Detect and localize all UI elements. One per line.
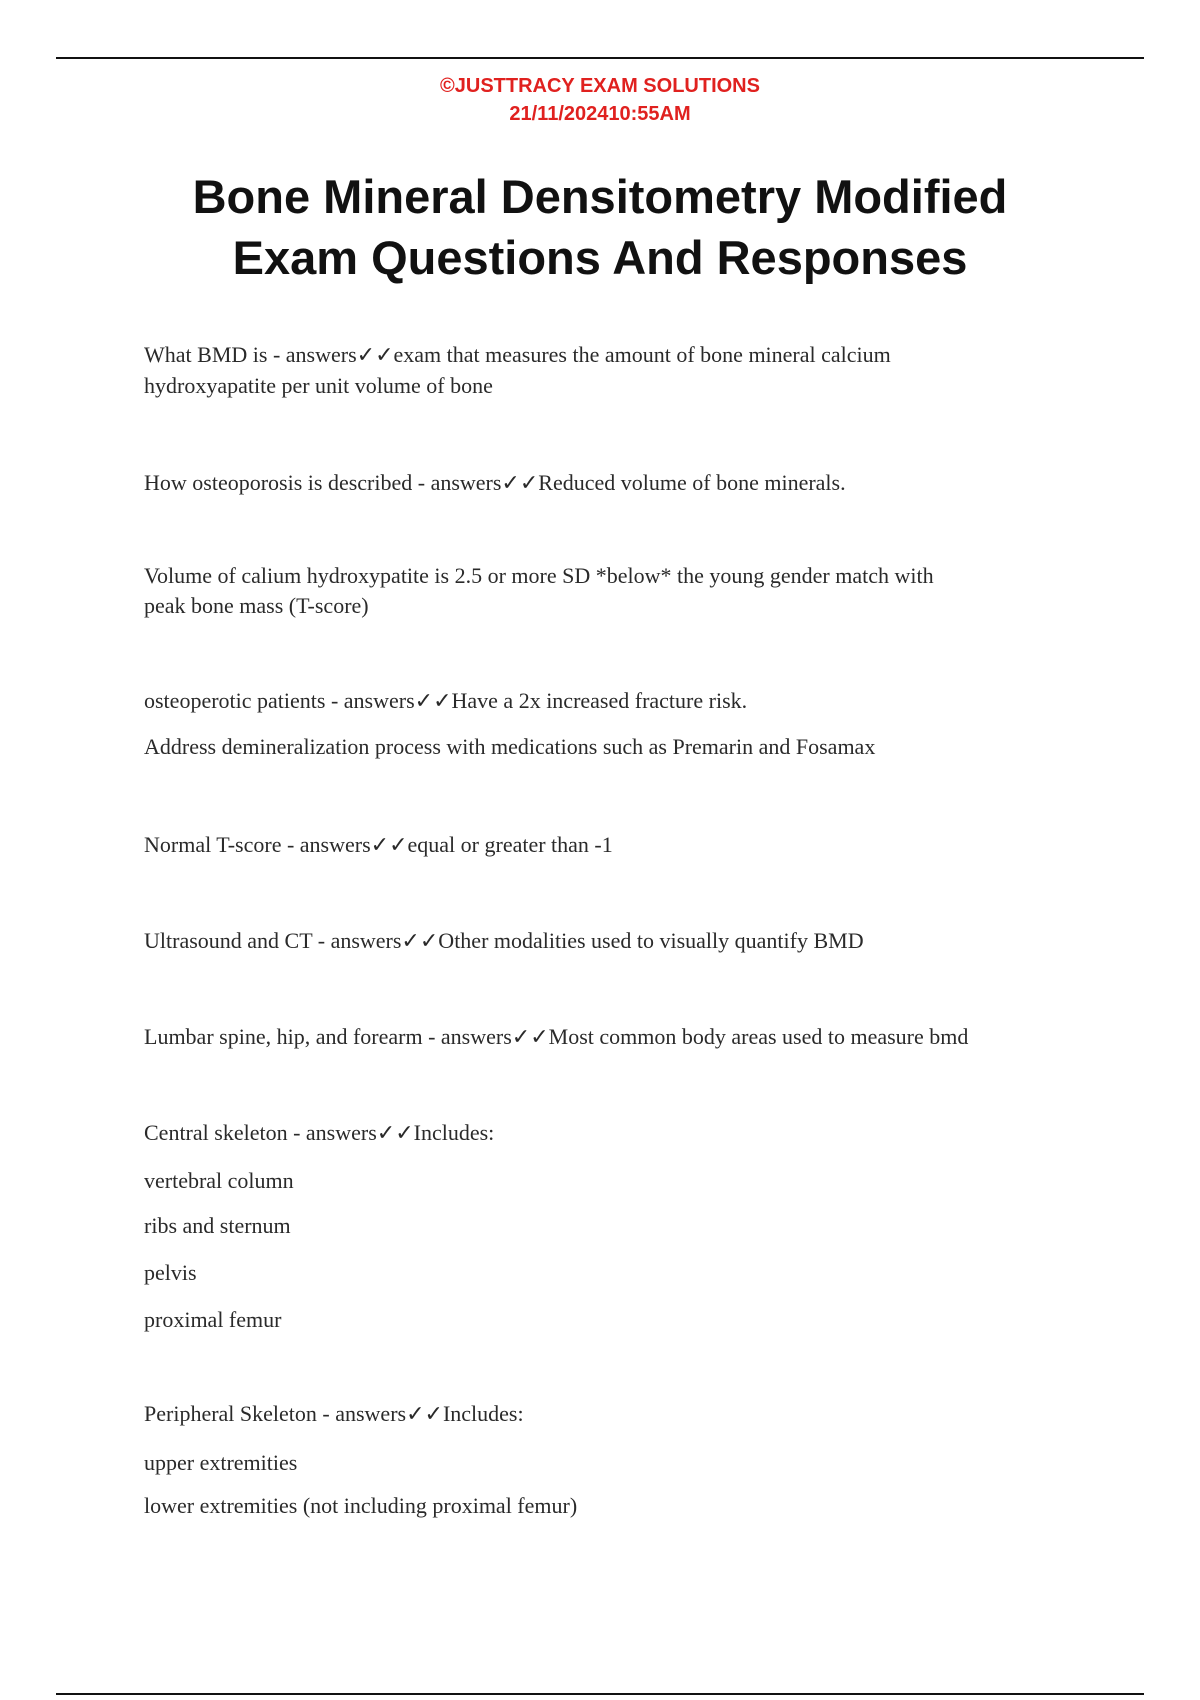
watermark-owner: ©JUSTTRACY EXAM SOLUTIONS [440,75,760,97]
qa-bmd-line-2: hydroxyapatite per unit volume of bone [144,373,493,398]
qa-osteoporotic-patients: osteoperotic patients - answers✓✓Have a 2x increased fracture risk. [144,688,748,713]
list-item: upper extremities [144,1450,298,1475]
title-line-2: Exam Questions And Responses [232,231,968,284]
qa-ultrasound-ct: Ultrasound and CT - answers✓✓Other modalities used to visually quantify BMD [144,928,864,953]
qa-body-areas: Lumbar spine, hip, and forearm - answers✓✓Most common body areas used to measure bmd [144,1024,969,1049]
qa-osteoporosis: How osteoporosis is described - answers✓✓Reduced volume of bone minerals. [144,470,846,495]
title-line-1: Bone Mineral Densitometry Modified [192,170,1008,223]
list-item: lower extremities (not including proximal femur) [144,1493,578,1518]
qa-calcium-volume-line-1: Volume of calium hydroxypatite is 2.5 or more SD *below* the young gender match with [144,563,934,588]
watermark [0,72,1200,128]
list-item: proximal femur [144,1307,282,1332]
qa-bmd-line-1: What BMD is - answers✓✓exam that measures the amount of bone mineral calcium [144,342,891,367]
bottom-rule [56,1693,1144,1695]
qa-peripheral-skeleton: Peripheral Skeleton - answers✓✓Includes: [144,1401,524,1426]
list-item: pelvis [144,1260,197,1285]
list-item: vertebral column [144,1168,294,1193]
watermark-timestamp: 21/11/202410:55AM [509,103,691,125]
qa-demineralization: Address demineralization process with medications such as Premarin and Fosamax [144,734,876,759]
list-item: ribs and sternum [144,1213,291,1238]
qa-calcium-volume-line-2: peak bone mass (T-score) [144,593,369,618]
document-title [100,166,1100,288]
qa-normal-tscore: Normal T-score - answers✓✓equal or greater than -1 [144,832,613,857]
top-rule [56,57,1144,59]
qa-central-skeleton: Central skeleton - answers✓✓Includes: [144,1120,495,1145]
